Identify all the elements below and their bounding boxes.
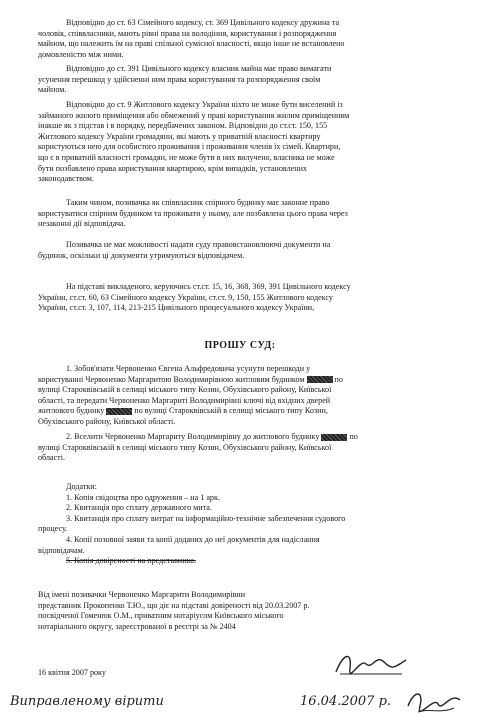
text-line: Відповідно до ст. 391 Цивільного кодексу власник майна має право вимагати <box>66 64 332 73</box>
text-line: посвідченої Гоменюк О.М., приватним нотаріусом Київського міського <box>38 611 284 621</box>
text-line: представник Прокопенко Т.Ю., що діє на підставі довіреності від 20.03.2007 р. <box>38 600 310 610</box>
text-line: Обухівського району, Київської області. <box>38 416 176 426</box>
attachment-item-struck: 5. Копія довіреності на представника. <box>66 556 196 566</box>
signature-block <box>38 590 444 632</box>
text-line: користуються нею для особистого проживання і проживання членів їх сімей. Квартири, <box>38 142 341 152</box>
text-line: майном. <box>38 85 67 95</box>
attachments-title: Додатки: <box>66 482 97 491</box>
text-line: Житлового кодексу України громадяни, які мають у приватній власності квартиру <box>38 131 321 141</box>
text-line: нотаріального округу, зареєстрованої в реєстрі за № 2404 <box>38 621 236 631</box>
paragraph-legal-basis <box>38 282 444 314</box>
redacted-number <box>106 408 132 415</box>
paragraph-documents <box>38 240 444 261</box>
text-fragment: по <box>334 374 343 384</box>
text-fragment: по вулиці Староквівській в селищі міського типу Козин, <box>134 406 328 416</box>
paragraph-civil-code-391 <box>38 64 444 96</box>
text-line: області. <box>38 453 65 463</box>
text-fragment: користуванні Червоненко Маргаритою Володимирівною житловим будинком <box>38 374 305 384</box>
text-line: вулиці Староквівській в селищі міського типу Козин, Обухівського району, Київської <box>38 442 332 452</box>
attachment-item-cont: відповідачам. <box>38 545 85 555</box>
text-line: інакше як з підстав і в порядку, передбачених законом. Відповідно до ст.ст. 150, 155 <box>38 121 328 131</box>
text-line: Від імені позивачки Червоненко Маргарити Володимирівни <box>38 590 246 599</box>
text-line: користуватися спірним будинком та проживати у ньому, але позбавлена цього права через <box>38 208 348 218</box>
handwritten-initials <box>404 688 464 718</box>
demand-1 <box>38 364 444 428</box>
attachment-item-cont: процесу. <box>38 524 68 534</box>
redacted-number <box>307 376 333 383</box>
text-line: Таким чином, позивачка як співвласник спірного будинку має законне право <box>66 198 330 207</box>
text-line: майном, що належить їм на праві спільної сумісної власності, якщо інше не встановлено <box>38 39 345 49</box>
attachment-item: 1. Копія свідоцтва про одруження – на 1 арк. <box>66 492 220 502</box>
text-line <box>38 375 444 386</box>
text-line: незаконні дії відповідача. <box>38 219 126 229</box>
signature-mark <box>330 648 410 680</box>
attachment-item: 2. Квитанція про сплату державного мита. <box>66 503 212 513</box>
document-date: 16 квітня 2007 року <box>38 668 106 677</box>
handwritten-correction-note: Виправленому вірити <box>10 694 164 709</box>
attachment-item: 3. Квитанція про сплату витрат на інформаційно-технічне забезпечення судового <box>66 513 346 523</box>
attachments-list <box>38 482 444 567</box>
demand-2 <box>38 432 444 464</box>
text-line: будинок, оскільки ці документи утримуються відповідачем. <box>38 250 245 260</box>
paragraph-conclusion <box>38 198 444 230</box>
text-line: Відповідно до ст. 9 Житлового кодексу України ніхто не може бути виселений із <box>66 100 343 109</box>
text-fragment: житлового будинку <box>38 406 105 416</box>
text-line: Відповідно до ст. 63 Сімейного кодексу, ст. 369 Цивільного кодексу дружина та <box>66 18 340 27</box>
text-fragment: 2. Вселити Червоненко Маргариту Володимирівну до житлового будинку <box>66 432 320 441</box>
text-line: 1. Зобов'язати Червоненко Євгена Альфредовича усунути перешкоди у <box>66 364 311 373</box>
text-line: займаного жилого приміщення або обмежений у праві користування жилим приміщенням <box>38 110 350 120</box>
paragraph-family-code <box>38 18 444 60</box>
redacted-number <box>321 434 347 441</box>
attachment-item: 4. Копії позовної заяви та копії доданих до неї документів для надіслання <box>66 534 320 544</box>
handwritten-date: 16.04.2007 р. <box>300 694 392 709</box>
text-line <box>38 432 444 443</box>
petition-title: ПРОШУ СУД: <box>204 340 276 351</box>
text-line: України, ст.ст. 60, 63 Сімейного кодексу України, ст.ст. 9, 150, 155 Житлового кодексу <box>38 292 333 302</box>
paragraph-housing-code <box>38 100 444 185</box>
text-line: усунення перешкод у здійсненні ним права користування та розпорядження своїм <box>38 74 321 84</box>
text-fragment: по <box>349 432 358 441</box>
text-line: законодавством. <box>38 174 94 184</box>
text-line: вулиці Староквівській в селищі міського типу Козин, Обухівського району, Київської <box>38 385 332 395</box>
text-line: чоловік, співвласники, мають рівні права на володіння, користування і розпорядження <box>38 28 337 38</box>
text-line: бути позбавлено права користування квартирою, крім випадків, установлених <box>38 163 307 173</box>
text-line: що є в приватній власності громадян, не може бути в них вилучено, власника не може <box>38 152 335 162</box>
text-line <box>38 406 444 417</box>
text-line: області, та передати Червоненко Маргариті Володимирівні ключі від вхідних дверей <box>38 395 331 405</box>
text-line: Позивачка не має можливості надати суду правовстановлюючі документи на <box>66 240 331 249</box>
text-line: На підставі викладеного, керуючись ст.ст. 15, 16, 368, 369, 391 Цивільного кодексу <box>66 282 351 291</box>
text-line: України, ст.ст. 3, 107, 114, 213-215 Цивільного процесуального кодексу України, <box>38 303 315 313</box>
text-line: домовленістю між ними. <box>38 49 124 59</box>
